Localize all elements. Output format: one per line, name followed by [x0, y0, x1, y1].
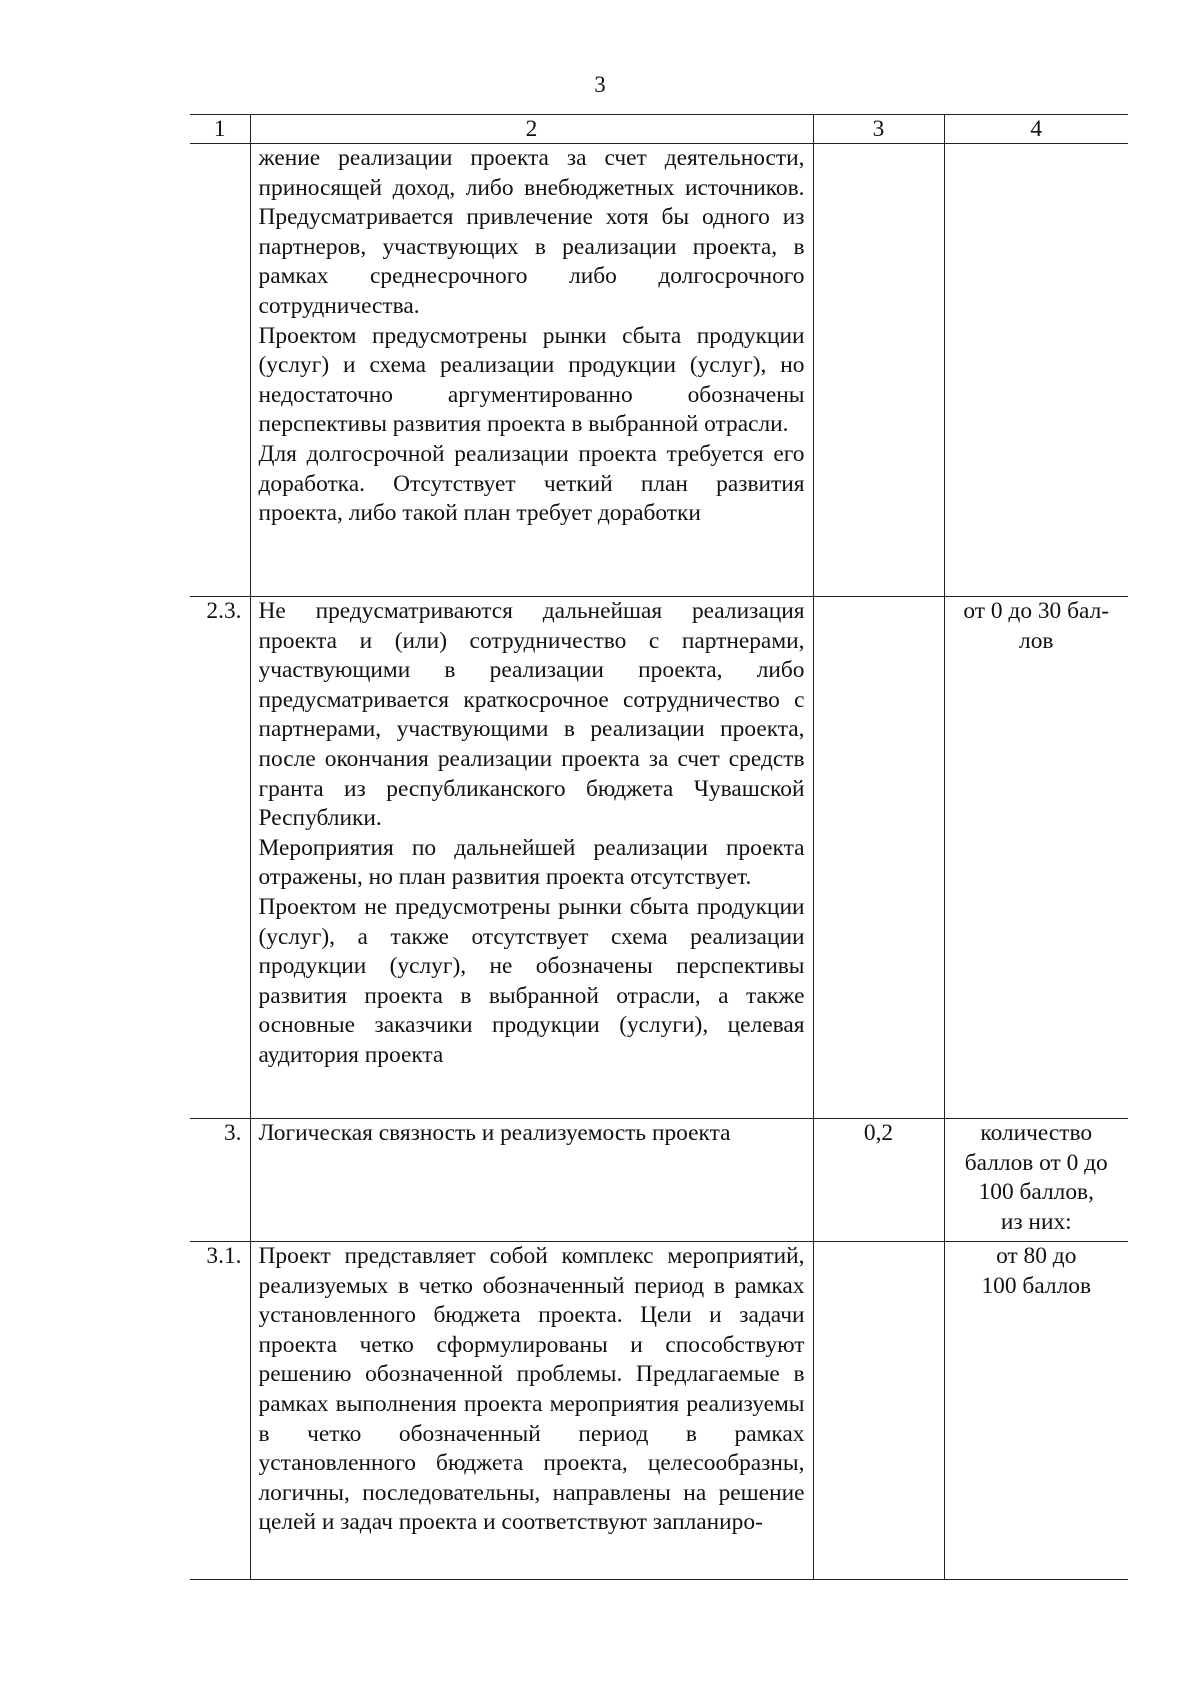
criterion-text [250, 1119, 813, 1242]
row-number: 3. [190, 1119, 250, 1242]
score-line: баллов от 0 до [964, 1149, 1108, 1176]
row-number: 3.1. [190, 1242, 250, 1580]
criterion-paragraph: Логическая связность и реализуемость проекта [258, 1120, 731, 1146]
criterion-score [944, 597, 1128, 1119]
page-number: 3 [594, 72, 606, 97]
column-header-3: 3 [813, 115, 944, 144]
score-line: от 0 до 30 бал- [963, 598, 1110, 624]
score-line: от 80 до [996, 1243, 1077, 1269]
criterion-weight [813, 144, 944, 597]
column-header-1: 1 [190, 115, 250, 144]
criterion-paragraph: Проектом предусмотрены рынки сбыта продукции (услуг) и схема реализации продукции (услуг), но недостаточно аргументированно обозначены перспективы развития проекта в выбранной отрасли. [258, 322, 805, 438]
score-line: лов [1019, 627, 1054, 654]
table-header-row [190, 115, 1128, 144]
criterion-paragraph: Проектом не предусмотрены рынки сбыта продукции (услуг), а также отсутствует схема реализации продукции (услуг), не обозначены перспективы развития проекта в выбранной отрасли, а также основные заказчики продукции (услуги), целевая аудитория проекта [258, 893, 805, 1068]
criterion-score [944, 1242, 1128, 1580]
column-header-2: 2 [250, 115, 813, 144]
score-line: из них: [1000, 1208, 1072, 1235]
criterion-text [250, 144, 813, 597]
criterion-weight: 0,2 [813, 1119, 944, 1242]
table-row [190, 1242, 1128, 1580]
criterion-paragraph: Проект представляет собой комплекс мероприятий, реализуемых в четко обозначенный период в рамках установленного бюджета проекта. Цели и задачи проекта четко сформулированы и способствуют решению обозначенной проблемы. Предлагаемые в рамках выполнения проекта мероприятия реализуемы в четко обозначенный период в рамках установленного бюджета проекта, целесообразны, логичны, последовательны, направлены на решение целей и задач проекта и соответствуют запланиро- [258, 1243, 805, 1536]
score-line: количество [980, 1120, 1093, 1146]
criterion-text [250, 597, 813, 1119]
score-line: 100 баллов, [978, 1179, 1094, 1206]
criterion-paragraph: Мероприятия по дальнейшей реализации проекта отражены, но план развития проекта отсутствует. [258, 834, 805, 891]
row-number: 2.3. [190, 597, 250, 1119]
criterion-score [944, 1119, 1128, 1242]
criterion-score [944, 144, 1128, 597]
table-row [190, 1119, 1128, 1242]
criterion-text [250, 1242, 813, 1580]
criterion-paragraph: Не предусматриваются дальнейшая реализация проекта и (или) сотрудничество с партнерами, участвующими в реализации проекта, либо предусматривается краткосрочное сотрудничество с партнерами, участвующими в реализации проекта, после окончания реализации проекта за счет средств гранта из республиканского бюджета Чувашской Республики. [258, 598, 805, 832]
criterion-paragraph: Для долгосрочной реализации проекта требуется его доработка. Отсутствует четкий план развития проекта, либо такой план требует доработки [258, 440, 805, 527]
row-number [190, 144, 250, 597]
column-header-4: 4 [944, 115, 1128, 144]
table-row [190, 144, 1128, 597]
criterion-weight [813, 597, 944, 1119]
criterion-paragraph: жение реализации проекта за счет деятельности, приносящей доход, либо внебюджетных источников. Предусматривается привлечение хотя бы одного из партнеров, участвующих в реализации проекта, в рамках среднесрочного либо долгосрочного сотрудничества. [258, 145, 805, 319]
criteria-table [190, 114, 1128, 1580]
table-row [190, 597, 1128, 1119]
score-line: 100 баллов [981, 1272, 1091, 1299]
criterion-weight [813, 1242, 944, 1580]
